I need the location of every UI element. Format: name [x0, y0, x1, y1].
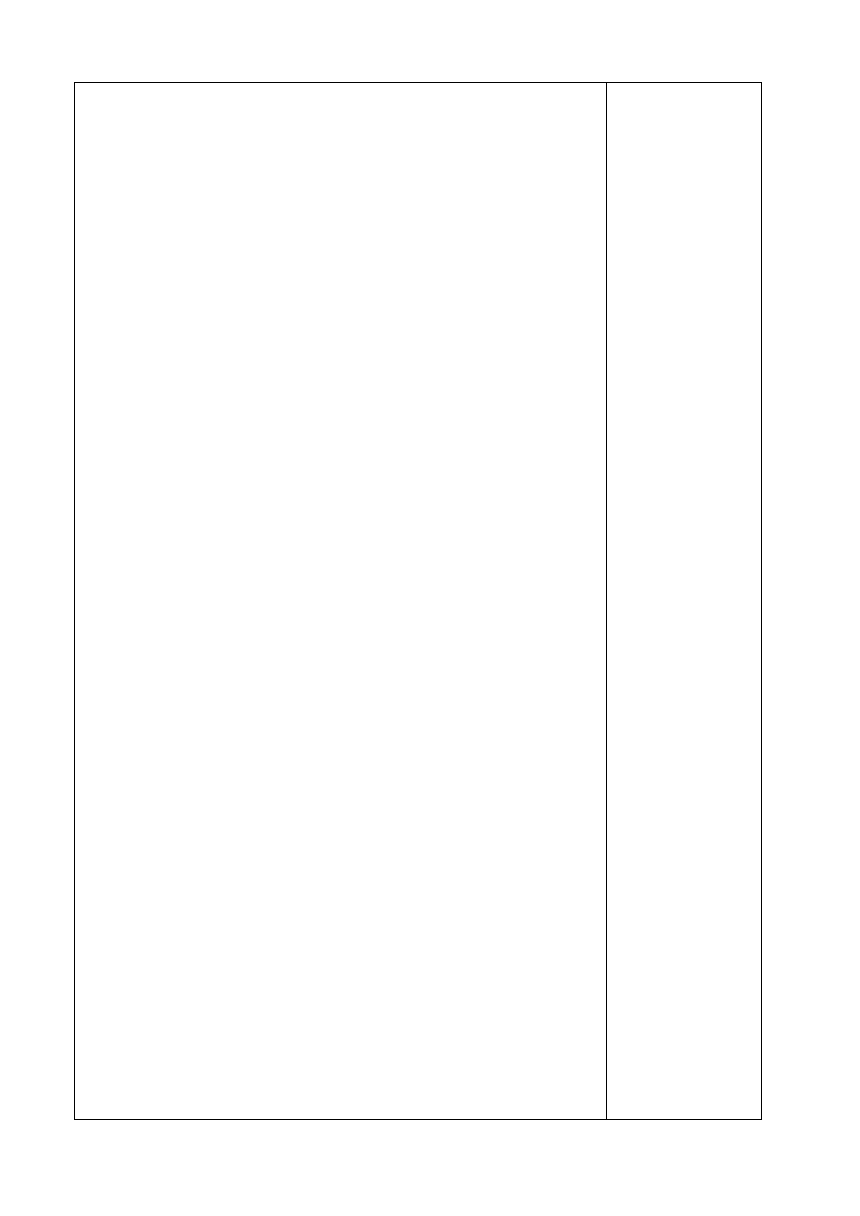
content-column: [83, 83, 601, 1119]
lesson-table: [74, 82, 762, 1120]
notes-column: [607, 83, 761, 1119]
